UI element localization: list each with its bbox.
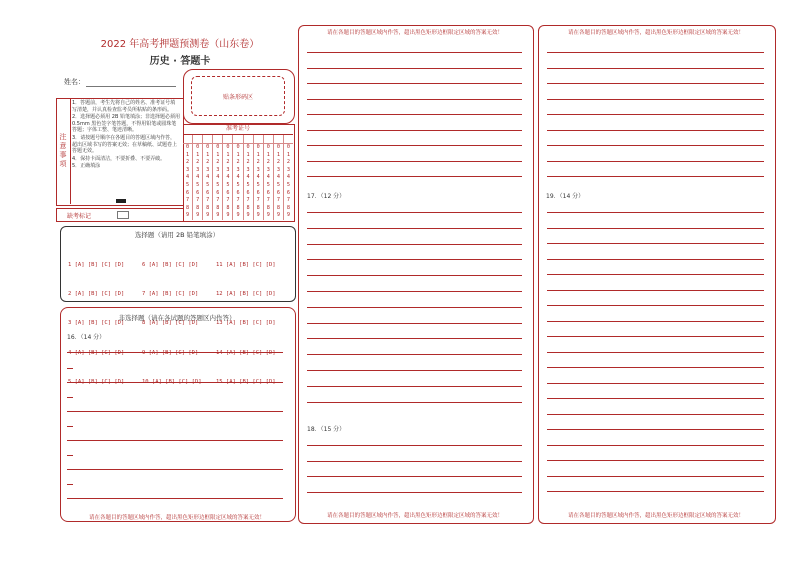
answer-line[interactable] [307, 52, 522, 53]
exam-digit-bubble[interactable]: 4 [196, 174, 200, 181]
mc-row[interactable]: 6 [A] [B] [C] [D] [142, 261, 199, 268]
exam-digit-bubble[interactable]: 5 [236, 182, 240, 189]
exam-digit-bubble[interactable]: 8 [196, 204, 200, 211]
exam-digit-bubble[interactable]: 2 [216, 159, 220, 166]
answer-line[interactable] [547, 243, 764, 244]
exam-digit-bubble[interactable]: 3 [185, 166, 190, 173]
exam-digit-bubble[interactable]: 7 [246, 197, 250, 204]
mc-row[interactable]: 13 [A] [B] [C] [D] [216, 320, 276, 327]
exam-number-write-cell[interactable] [244, 135, 253, 144]
exam-number-write-cell[interactable] [193, 135, 202, 144]
exam-digit-bubble[interactable]: 3 [226, 166, 230, 173]
exam-number-column[interactable] [203, 135, 213, 220]
absent-label: 缺考标记 [67, 212, 92, 220]
exam-digit-bubble[interactable]: 3 [236, 166, 240, 173]
exam-number-column[interactable] [284, 135, 293, 220]
exam-digit-bubble[interactable]: 8 [185, 204, 190, 211]
exam-digit-bubble[interactable]: 3 [256, 166, 260, 173]
exam-number-column[interactable] [183, 135, 193, 220]
exam-digit-bubble[interactable]: 2 [236, 159, 240, 166]
exam-digit-bubble[interactable]: 9 [206, 212, 210, 219]
answer-line[interactable] [547, 445, 764, 446]
question-19-label: 19．（14 分） [546, 193, 585, 200]
filled-mark-sample [116, 199, 126, 203]
answer-line[interactable] [547, 383, 764, 384]
answer-line[interactable] [307, 145, 522, 146]
answer-line[interactable] [547, 212, 764, 213]
exam-digit-bubble[interactable]: 1 [226, 151, 230, 158]
exam-digit-bubble[interactable]: 4 [226, 174, 230, 181]
mc-row[interactable]: 3 [A] [B] [C] [D] [68, 320, 125, 327]
exam-number-column[interactable] [223, 135, 233, 220]
exam-digit-bubble[interactable]: 5 [256, 182, 260, 189]
exam-number-grid [183, 135, 293, 220]
absent-checkbox[interactable] [117, 211, 129, 219]
answer-line[interactable] [307, 476, 522, 477]
mc-row[interactable]: 8 [A] [B] [C] [D] [142, 320, 199, 327]
name-label: 姓名： [64, 78, 85, 86]
answer-line[interactable] [547, 414, 764, 415]
exam-digit-bubble[interactable]: 7 [185, 197, 190, 204]
answer-line[interactable] [307, 323, 522, 324]
exam-digit-bubble[interactable]: 4 [246, 174, 250, 181]
answer-line[interactable] [67, 498, 283, 499]
answer-line[interactable] [307, 99, 522, 100]
exam-digit-bubble[interactable]: 3 [196, 166, 200, 173]
exam-digit-bubble[interactable]: 1 [216, 151, 220, 158]
exam-digit-bubble[interactable]: 3 [266, 166, 270, 173]
answer-line[interactable] [307, 291, 522, 292]
answer-line[interactable] [547, 398, 764, 399]
exam-digit-bubble[interactable]: 6 [226, 189, 230, 196]
warning-text: 请在各题目的答题区域内作答，超出黑色矩形边框限定区域的答案无效！ [326, 30, 503, 36]
exam-digit-bubble[interactable]: 4 [256, 174, 260, 181]
exam-number-column[interactable] [274, 135, 284, 220]
answer-line[interactable] [307, 114, 522, 115]
exam-number-write-cell[interactable] [223, 135, 232, 144]
mc-row[interactable]: 7 [A] [B] [C] [D] [142, 290, 199, 297]
exam-digit-bubble[interactable]: 6 [266, 189, 270, 196]
exam-number-write-cell[interactable] [183, 135, 192, 144]
exam-digit-bubble[interactable]: 7 [196, 197, 200, 204]
exam-number-column[interactable] [264, 135, 274, 220]
exam-digit-bubble[interactable]: 3 [286, 166, 291, 173]
exam-digit-bubble[interactable]: 5 [276, 182, 280, 189]
exam-digit-bubble[interactable]: 1 [196, 151, 200, 158]
mc-row[interactable]: 5 [A] [B] [C] [D] [68, 379, 125, 386]
answer-line[interactable] [547, 52, 764, 53]
exam-digit-bubble[interactable]: 2 [256, 159, 260, 166]
answer-line[interactable] [307, 338, 522, 339]
mc-row[interactable]: 4 [A] [B] [C] [D] [68, 349, 125, 356]
line-marker [67, 426, 73, 427]
exam-digit-bubble[interactable]: 0 [276, 144, 280, 151]
exam-digit-bubble[interactable]: 9 [185, 212, 190, 219]
answer-line[interactable] [307, 130, 522, 131]
exam-number-title: 准考证号 [183, 124, 293, 135]
answer-line[interactable] [547, 305, 764, 306]
exam-digit-bubble[interactable]: 1 [256, 151, 260, 158]
exam-digit-bubble[interactable]: 9 [216, 212, 220, 219]
exam-digit-bubble[interactable]: 2 [286, 159, 291, 166]
exam-digit-bubble[interactable]: 7 [206, 197, 210, 204]
exam-digit-bubble[interactable]: 8 [206, 204, 210, 211]
mc-row[interactable]: 1 [A] [B] [C] [D] [68, 261, 125, 268]
exam-number-column[interactable] [193, 135, 203, 220]
mc-row[interactable]: 12 [A] [B] [C] [D] [216, 290, 276, 297]
answer-line[interactable] [307, 461, 522, 462]
exam-digit-bubble[interactable]: 6 [206, 189, 210, 196]
exam-digit-bubble[interactable]: 1 [236, 151, 240, 158]
exam-digit-bubble[interactable]: 3 [216, 166, 220, 173]
answer-line[interactable] [307, 402, 522, 403]
exam-digit-bubble[interactable]: 9 [286, 212, 291, 219]
exam-digit-bubble[interactable]: 3 [206, 166, 210, 173]
exam-digit-bubble[interactable]: 9 [196, 212, 200, 219]
answer-line[interactable] [67, 411, 283, 412]
exam-digit-bubble[interactable]: 0 [256, 144, 260, 151]
mc-row[interactable]: 15 [A] [B] [C] [D] [216, 379, 276, 386]
warning-text: 请在各题目的答题区域内作答，超出黑色矩形边框限定区域的答案无效！ [88, 515, 265, 521]
exam-digit-bubble[interactable]: 0 [266, 144, 270, 151]
exam-digit-bubble[interactable]: 6 [216, 189, 220, 196]
mc-row[interactable]: 10 [A] [B] [C] [D] [142, 379, 202, 386]
notes-item: 5．正确填涂 [72, 163, 101, 170]
page-title: 2022 年高考押题预测卷（山东卷） [100, 39, 260, 50]
exam-digit-bubble[interactable]: 9 [246, 212, 250, 219]
line-marker [67, 455, 73, 456]
exam-number-write-cell[interactable] [274, 135, 283, 144]
exam-digit-bubble[interactable]: 0 [226, 144, 230, 151]
answer-line[interactable] [307, 275, 522, 276]
answer-line[interactable] [547, 68, 764, 69]
exam-digit-bubble[interactable]: 8 [236, 204, 240, 211]
exam-digit-bubble[interactable]: 2 [246, 159, 250, 166]
exam-digit-bubble[interactable]: 4 [236, 174, 240, 181]
line-marker [67, 484, 73, 485]
exam-digit-bubble[interactable]: 4 [216, 174, 220, 181]
mc-row[interactable]: 14 [A] [B] [C] [D] [216, 349, 276, 356]
exam-number-column[interactable] [244, 135, 254, 220]
name-field[interactable] [86, 86, 176, 87]
exam-digit-bubble[interactable]: 2 [276, 159, 280, 166]
exam-digit-bubble[interactable]: 7 [286, 197, 291, 204]
warning-text: 请在各题目的答题区域内作答，超出黑色矩形边框限定区域的答案无效！ [326, 513, 503, 519]
exam-digit-bubble[interactable]: 5 [226, 182, 230, 189]
exam-digit-bubble[interactable]: 5 [206, 182, 210, 189]
exam-digit-bubble[interactable]: 7 [276, 197, 280, 204]
exam-digit-bubble[interactable]: 8 [226, 204, 230, 211]
exam-digit-bubble[interactable]: 4 [286, 174, 291, 181]
answer-line[interactable] [547, 130, 764, 131]
exam-digit-bubble[interactable]: 1 [206, 151, 210, 158]
notes-item: 1．答题前，考生先将自己的姓名、准考证号填写清楚，并认真检查监考员所粘贴的条形码。 [72, 100, 176, 113]
exam-digit-bubble[interactable]: 0 [246, 144, 250, 151]
notes-label: 注意事项 [56, 98, 71, 204]
mc-row[interactable]: 2 [A] [B] [C] [D] [68, 290, 125, 297]
exam-digit-bubble[interactable]: 0 [216, 144, 220, 151]
exam-number-write-cell[interactable] [213, 135, 222, 144]
exam-digit-bubble[interactable]: 7 [236, 197, 240, 204]
exam-digit-bubble[interactable]: 6 [236, 189, 240, 196]
answer-line[interactable] [307, 212, 522, 213]
answer-line[interactable] [547, 114, 764, 115]
absent-mark-row [56, 208, 184, 222]
answer-line[interactable] [547, 99, 764, 100]
exam-number-write-cell[interactable] [264, 135, 273, 144]
answer-line[interactable] [547, 83, 764, 84]
answer-line[interactable] [307, 259, 522, 260]
answer-line[interactable] [307, 354, 522, 355]
exam-digit-bubble[interactable]: 1 [266, 151, 270, 158]
exam-digit-bubble[interactable]: 2 [185, 159, 190, 166]
mc-row[interactable]: 9 [A] [B] [C] [D] [142, 349, 199, 356]
exam-digit-bubble[interactable]: 1 [276, 151, 280, 158]
exam-digit-bubble[interactable]: 6 [196, 189, 200, 196]
answer-line[interactable] [547, 352, 764, 353]
answer-line[interactable] [547, 491, 764, 492]
exam-digit-bubble[interactable]: 9 [266, 212, 270, 219]
mc-row[interactable]: 11 [A] [B] [C] [D] [216, 261, 276, 268]
exam-digit-bubble[interactable]: 0 [286, 144, 291, 151]
exam-digit-bubble[interactable]: 1 [246, 151, 250, 158]
answer-line[interactable] [307, 445, 522, 446]
exam-digit-bubble[interactable]: 8 [246, 204, 250, 211]
exam-digit-bubble[interactable]: 9 [236, 212, 240, 219]
page-subtitle: 历史 · 答题卡 [149, 56, 211, 67]
exam-digit-bubble[interactable]: 3 [276, 166, 280, 173]
answer-line[interactable] [547, 228, 764, 229]
exam-digit-bubble[interactable]: 5 [185, 182, 190, 189]
exam-digit-bubble[interactable]: 2 [196, 159, 200, 166]
exam-digit-bubble[interactable]: 8 [256, 204, 260, 211]
answer-line[interactable] [67, 352, 283, 353]
exam-digit-bubble[interactable]: 6 [256, 189, 260, 196]
answer-line[interactable] [547, 460, 764, 461]
answer-line[interactable] [547, 429, 764, 430]
answer-line[interactable] [307, 386, 522, 387]
warning-text: 请在各题目的答题区域内作答，超出黑色矩形边框限定区域的答案无效！ [567, 513, 744, 519]
exam-digit-bubble[interactable]: 7 [266, 197, 270, 204]
exam-digit-bubble[interactable]: 8 [266, 204, 270, 211]
answer-line[interactable] [307, 307, 522, 308]
answer-line[interactable] [307, 176, 522, 177]
notes-item: 4．保持卡面清洁，不要折叠、不要弄破。 [72, 155, 166, 162]
answer-line[interactable] [67, 469, 283, 470]
line-marker [67, 368, 73, 369]
exam-number-write-cell[interactable] [203, 135, 212, 144]
exam-digit-bubble[interactable]: 8 [216, 204, 220, 211]
question-16-label: 16．（14 分） [67, 334, 106, 341]
exam-digit-bubble[interactable]: 7 [256, 197, 260, 204]
exam-digit-bubble[interactable]: 6 [276, 189, 280, 196]
answer-line[interactable] [307, 68, 522, 69]
exam-number-column[interactable] [213, 135, 223, 220]
answer-line[interactable] [547, 290, 764, 291]
barcode-label: 贴条形码区 [191, 76, 285, 116]
exam-digit-bubble[interactable]: 9 [226, 212, 230, 219]
exam-digit-bubble[interactable]: 3 [246, 166, 250, 173]
exam-digit-bubble[interactable]: 5 [286, 182, 291, 189]
exam-digit-bubble[interactable]: 0 [196, 144, 200, 151]
exam-digit-bubble[interactable]: 2 [226, 159, 230, 166]
exam-digit-bubble[interactable]: 0 [206, 144, 210, 151]
answer-line[interactable] [307, 492, 522, 493]
answer-line[interactable] [67, 382, 283, 383]
exam-digit-bubble[interactable]: 5 [216, 182, 220, 189]
exam-number-column[interactable] [233, 135, 243, 220]
exam-digit-bubble[interactable]: 4 [185, 174, 190, 181]
answer-line[interactable] [307, 370, 522, 371]
answer-line[interactable] [547, 274, 764, 275]
question-17-label: 17．（12 分） [307, 193, 346, 200]
answer-line[interactable] [307, 83, 522, 84]
multiple-choice-title: 选择题（请用 2B 铅笔填涂） [134, 231, 220, 239]
notes-item: 2．选择题必须用 2B 铅笔填涂；非选择题必须用 0.5mm 黑色签字笔答题，不得用铅笔或圆珠笔答题；字体工整、笔迹清晰。 [72, 114, 180, 134]
exam-digit-bubble[interactable]: 6 [246, 189, 250, 196]
exam-digit-bubble[interactable]: 9 [276, 212, 280, 219]
exam-number-column[interactable] [254, 135, 264, 220]
answer-line[interactable] [547, 259, 764, 260]
exam-digit-bubble[interactable]: 9 [256, 212, 260, 219]
line-marker [67, 397, 73, 398]
non-mc-title: 非选择题（请在各试题的答题区内作答） [118, 314, 236, 322]
exam-digit-bubble[interactable]: 6 [286, 189, 291, 196]
exam-number-write-cell[interactable] [254, 135, 263, 144]
exam-digit-bubble[interactable]: 4 [206, 174, 210, 181]
warning-text: 请在各题目的答题区域内作答，超出黑色矩形边框限定区域的答案无效！ [567, 30, 744, 36]
exam-digit-bubble[interactable]: 7 [226, 197, 230, 204]
exam-digit-bubble[interactable]: 5 [246, 182, 250, 189]
question-18-label: 18．（15 分） [307, 426, 346, 433]
exam-digit-bubble[interactable]: 6 [185, 189, 190, 196]
exam-digit-bubble[interactable]: 0 [185, 144, 190, 151]
exam-digit-bubble[interactable]: 5 [266, 182, 270, 189]
exam-digit-bubble[interactable]: 4 [266, 174, 270, 181]
exam-digit-bubble[interactable]: 2 [266, 159, 270, 166]
answer-line[interactable] [547, 176, 764, 177]
exam-digit-bubble[interactable]: 4 [276, 174, 280, 181]
exam-digit-bubble[interactable]: 8 [276, 204, 280, 211]
answer-line[interactable] [547, 336, 764, 337]
notes-item: 3．请按题号顺序在各题目的答题区域内作答，超出区域书写的答案无效；在草稿纸、试题卷上答题无效。 [72, 134, 178, 155]
answer-line[interactable] [307, 161, 522, 162]
exam-number-write-cell[interactable] [284, 135, 293, 144]
exam-digit-bubble[interactable]: 7 [216, 197, 220, 204]
exam-digit-bubble[interactable]: 0 [236, 144, 240, 151]
exam-digit-bubble[interactable]: 1 [286, 151, 291, 158]
answer-line[interactable] [547, 161, 764, 162]
answer-line[interactable] [547, 145, 764, 146]
exam-digit-bubble[interactable]: 8 [286, 204, 291, 211]
answer-line[interactable] [67, 440, 283, 441]
answer-line[interactable] [547, 367, 764, 368]
exam-digit-bubble[interactable]: 1 [185, 151, 190, 158]
answer-line[interactable] [307, 244, 522, 245]
answer-line[interactable] [547, 476, 764, 477]
notes-text [72, 100, 180, 171]
exam-number-write-cell[interactable] [233, 135, 242, 144]
answer-line[interactable] [307, 228, 522, 229]
answer-line[interactable] [547, 321, 764, 322]
exam-digit-bubble[interactable]: 2 [206, 159, 210, 166]
exam-digit-bubble[interactable]: 5 [196, 182, 200, 189]
